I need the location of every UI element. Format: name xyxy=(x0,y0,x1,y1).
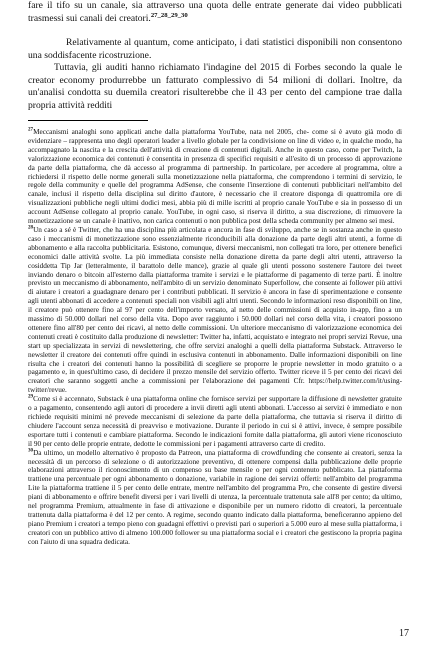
footnote-number: 30 xyxy=(28,447,34,454)
footnote-text: Meccanismi analoghi sono applicati anche dalla piattaforma YouTube, nata nel 2005, che- come si è avuto già modo di evidenziare – rappresenta uno degli operatori leader a livello globale per la condivisione on line di video e, in qualche modo, ha accompagnato la nascita e la crescita dell'attività di creazione di contenuti digitali. Anche in questo caso, come per Twitch, la valorizzazione economica dei contenuti è consentita in presenza di specifici requisiti e all'esito di un processo di approvazione da parte della piattaforma, che dà accesso al programma di partnership. In particolare, per accedere al programma, oltre a richiedersi il rispetto delle norme generali sulla monetizzazione nella piattaforma, che comprendono i termini di servizio, le regole della community e quelle del programma AdSense, che consente l'inserzione di contenuti pubblicitari nell'ambito del canale, inclusi il rispetto della disciplina sul diritto d'autore, è necessario che il creatore disponga di quattromila ore di visualizzazioni pubbliche negli ultimi dodici mesi, abbia più di mille iscritti al proprio canale YouTube e sia in possesso di un account AdSense collegato al proprio canale. YouTube, in ogni caso, si riserva il diritto, a sua discrezione, di rimuovere la monetizzazione se un canale è inattivo, non carica contenuti o non pubblica post della scheda community per almeno sei mesi. xyxy=(28,128,402,226)
footnote-separator xyxy=(28,120,148,121)
footnote-29 xyxy=(28,395,402,448)
footnote-number: 27 xyxy=(28,126,34,133)
footnote-text: Come si è accennato, Substack è una piattaforma online che fornisce servizi per supportare la diffusione di newsletter gratuite o a pagamento, consentendo agli autori di procedere a invii diretti agli utenti abbonati. L'accesso ai servizi è immediato e non richiede requisiti minimi né prevede meccanismi di selezione da parte della piattaforma, che tuttavia si riserva il diritto di chiudere l'account senza necessità di preavviso e motivazione. Durante il periodo in cui si è attivi, invece, è sempre possibile esportare tutti i contenuti e cambiare piattaforma. Secondo le indicazioni fornite dalla piattaforma, gli autori viene riconosciuto il 90 per cento delle proprie entrate, dedotte le commissioni per i pagamenti attraverso carte di credito. xyxy=(28,395,402,448)
page-number: 17 xyxy=(399,628,409,639)
footnote-number: 29 xyxy=(28,393,34,400)
footnote-30 xyxy=(28,449,402,547)
footnote-number: 28 xyxy=(28,224,34,231)
body-paragraph: Relativamente al quantum, come anticipato, i dati statistici disponibili non consentono una soddisfacente ricostruzione. xyxy=(28,37,402,61)
footnote-28 xyxy=(28,226,402,395)
body-paragraph: Tuttavia, gli auditi hanno richiamato l'indagine del 2015 di Forbes secondo la quale le creator economy produrrebbe un fatturato complessivo di 54 milioni di dollari. Inoltre, da un'analisi condotta su duemila creatori risulterebbe che il 43 per cento del campione trae dalla propria attività redditi xyxy=(28,62,402,111)
footnote-27 xyxy=(28,128,402,226)
document-page xyxy=(28,0,402,547)
footnote-text: Da ultimo, un modello alternativo è proposto da Patreon, una piattaforma di crowdfunding che consente ai creatori, senza la necessità di un percorso di selezione o di autorizzazione preventivo, di ottenere compensi dalla pubblicazione delle proprie elaborazioni attraverso il riconoscimento di un compenso su base mensile o per ogni contenuto pubblicato. La piattaforma trattiene una percentuale per ogni abbonamento o donazione, variabile in ragione dei servizi offerti: nell'ambito del programma Lite la piattaforma trattiene il 5 per cento delle entrate, mentre nell'ambito del programma Pro, che consente di gestire diversi piani di abbonamento e offrire benefit diversi per i vari livelli di utenza, la percentuale trattenuta sale all'8 per cento; da ultimo, nel programma Premium, attualmente in fase di attivazione e disponibile per un numero ridotto di creatori, la percentuale trattenuta dalla piattaforma è del 12 per cento. A regime, secondo quanto indicato dalla piattaforma, beneficeranno appieno del piano Premium i creatori a tempo pieno con guadagni effettivi o previsti pari o superiori a 5.000 euro al mese sulla piattaforma, i creatori con un pubblico attivo di almeno 100.000 follower su una piattaforma social e i creatori che gestiscono la propria pagina con l'aiuto di una squadra dedicata. xyxy=(28,448,402,546)
footnote-refs[interactable]: 27_28_29_30 xyxy=(150,11,188,19)
paragraph-gap xyxy=(28,25,402,37)
footnotes-section xyxy=(28,128,402,547)
footnote-text: Un caso a sé è Twitter, che ha una disciplina più articolata e ancora in fase di sviluppo, anche se in sostanza anche in questo caso i meccanismi di monetizzazione sono essenzialmente riconducibili alla donazione da parte degli altri utenti, a forme di abbonamento e alla raccolta pubblicitaria. Esistono, comunque, diversi meccanismi, non collegati tra loro, per ottenere benefici economici dalle attività svolte. La più immediata consiste nella donazione diretta da parte degli altri utenti, attraverso la cosiddetta Tip Jar (letteralmente, il barattolo delle mance), grazie al quale gli utenti possono sostenere l'autore dei tweet inviando denaro o bitcoin all'esterno dalla piattaforma tramite i servizi e le piattaforme di pagamento di terze parti. È inoltre previsto un meccanismo di abbonamento, nell'ambito di un servizio denominato Superfollow, che consente ai follower più attivi di aiutare i creatori a guadagnare denaro per i contributi pubblicati. Il servizio è ancora in fase di sperimentazione e consente agli utenti abbonati di accedere a contenuti speciali non visibili agli altri utenti. Secondo le informazioni reso disponibili on line, il creatore può ottenere fino al 97 per cento dell'importo versato, al netto delle commissioni di acquisto in-app, fino a un massimo di 50.000 dollari nel corso della vita. Dopo aver raggiunto i 50.000 dollari nel corso della vita, i creatori possono ottenere fino all'80 per cento dei ricavi, al netto delle commissioni. Un ulteriore meccanismo di valorizzazione economica dei contenuti creati è costituito dalla produzione di newsletter: Twitter ha, infatti, acquistato e integrato nei propri servizi Revue, una start up specializzata in servizi di newslettering, che offre servizi analoghi a quelli della piattaforma Substack. Attraverso le newsletter il creatore dei contenuti offre quindi in esclusiva contenuti in abbonamento. Dalle informazioni disponibili on line risulta che i creatori dei contenuti hanno la possibilità di scegliere se proporre le proprie newsletter in modo gratuito o a pagamento e, in quest'ultimo caso, di decidere il prezzo mensile del servizio offerto. Twitter riceve il 5 per cento dei ricavi dei creatori che saranno soggetti anche a commissioni per l'elaborazione dei pagamenti Cfr. https://help.twitter.com/it/using-twitter/revue. xyxy=(28,225,402,395)
paragraph-text: fare il tifo su un canale, sia attraverso una quota delle entrate generate dai video pubblicati trasmessi sui canali dei creatori. xyxy=(28,0,402,24)
body-paragraph-continuation xyxy=(28,0,402,25)
